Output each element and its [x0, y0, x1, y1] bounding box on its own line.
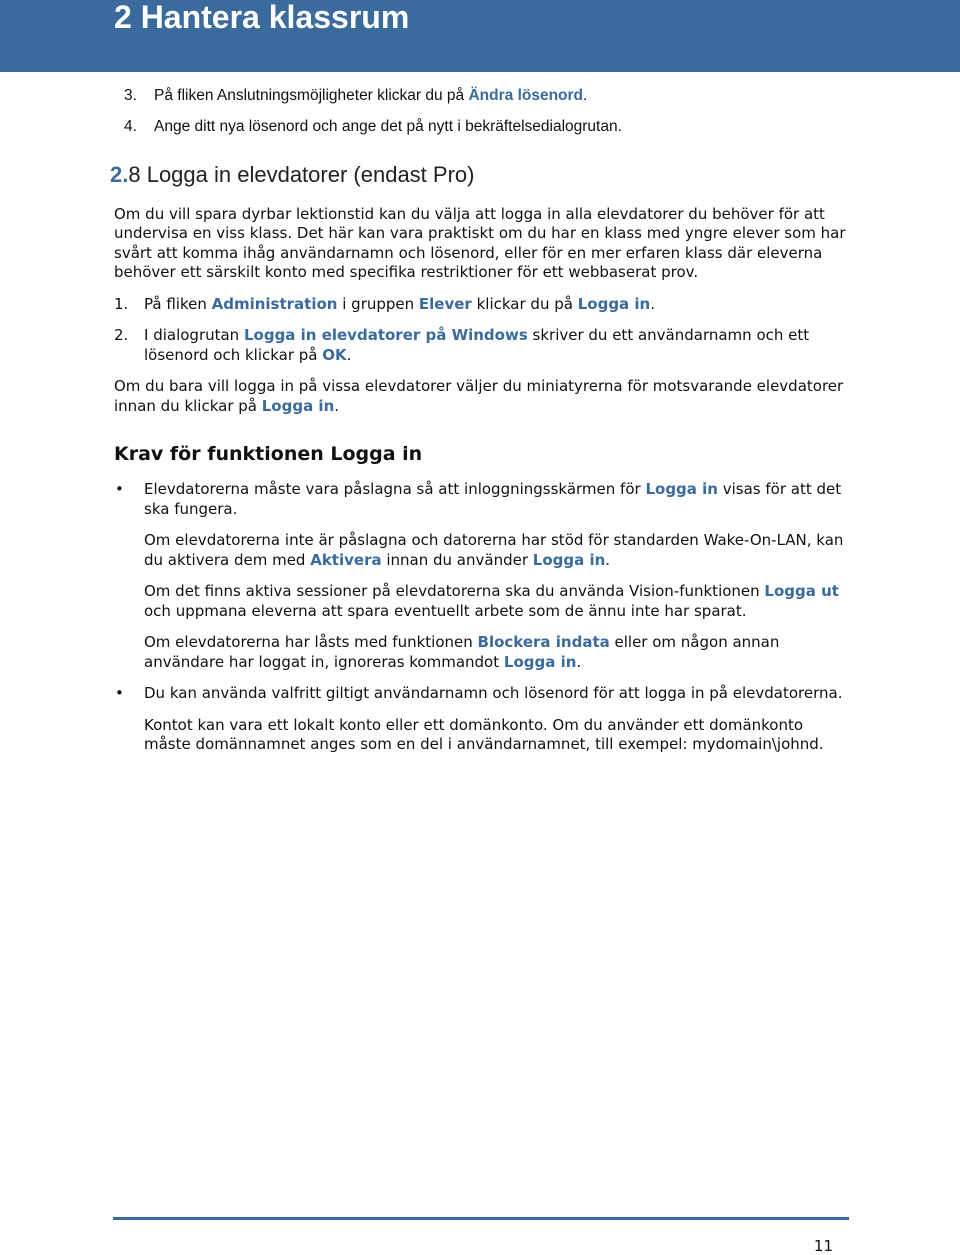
paragraph-text: visas för att det ska fungera. [144, 480, 842, 518]
ui-term: Logga in [503, 652, 577, 671]
paragraph-text: Om elevdatorerna har låsts med funktionen [144, 633, 478, 651]
list-item [124, 86, 849, 106]
paragraph-text: . [576, 652, 582, 671]
paragraph-text: eller om någon annan användare har loggat in, ignoreras kommandot [144, 633, 780, 671]
bullet-icon: • [115, 684, 124, 702]
step-text: . [346, 345, 352, 364]
ui-term: Logga in [532, 550, 606, 569]
bullet-icon: • [115, 480, 124, 498]
requirements-list [114, 480, 849, 755]
section-title: 8 Logga in elevdatorer (endast Pro) [128, 161, 475, 187]
chapter-header-bar [0, 0, 960, 72]
step-number: 4. [124, 118, 137, 135]
paragraph-text: innan du använder [381, 550, 533, 569]
list-item [124, 117, 849, 137]
paragraph-text: Elevdatorerna måste vara påslagna så att inloggningsskärmen för [144, 480, 646, 498]
section-heading [110, 161, 849, 189]
chapter-title: 2 Hantera klassrum [114, 0, 410, 35]
ui-term: Logga in [261, 396, 335, 415]
ui-term: Logga ut [764, 582, 839, 600]
step-text: . [650, 294, 656, 313]
step-text: klickar du på [471, 294, 578, 313]
ui-term: OK [322, 345, 347, 364]
note-text: Om du bara vill logga in på vissa elevdatorer väljer du miniatyrerna för motsvarande elevdatorer innan du klickar på [114, 377, 844, 415]
paragraph-text: Om elevdatorerna inte är påslagna och datorerna har stöd för standarden Wake-On-LAN, kan du aktivera dem med [144, 531, 844, 569]
note-text: . [334, 396, 340, 415]
section-number: 2. [110, 161, 129, 187]
requirement-paragraph: Du kan använda valfritt giltigt användarnamn och lösenord för att logga in på elevdatorerna. [144, 684, 843, 702]
page-content [110, 86, 849, 767]
page-number: 11 [813, 1237, 833, 1255]
selection-note [114, 377, 849, 416]
list-item [114, 326, 849, 365]
ui-term: Logga in [577, 294, 651, 313]
ui-term: Elever [418, 294, 472, 313]
step-text: På fliken Anslutningsmöjligheter klickar du på [154, 87, 469, 104]
requirements-heading: Krav för funktionen Logga in [114, 443, 423, 465]
list-item [114, 480, 849, 672]
requirement-paragraph [144, 531, 849, 570]
paragraph-text: och uppmana eleverna att spara eventuellt arbete som de ännu inte har sparat. [144, 601, 747, 620]
step-number: 2. [114, 326, 129, 344]
paragraph-text: . [605, 550, 611, 569]
ui-term: Aktivera [310, 550, 382, 569]
step-number: 3. [124, 87, 137, 104]
step-text: . [583, 87, 588, 104]
continued-steps-list [114, 86, 849, 137]
ui-term-link: Ändra lösenord [468, 87, 584, 104]
step-text: i gruppen [337, 294, 419, 313]
section-intro: Om du vill spara dyrbar lektionstid kan du välja att logga in alla elevdatorer du behöver för att undervisa en viss klass. Det här kan vara praktiskt om du har en klass med yngre elever som har svårt att komma ihåg användarnamn och lösenord, eller för en mer erfaren klass där eleverna behöver ett särskilt konto med specifika restriktioner för ett webbaserat prov. [114, 204, 846, 281]
requirement-paragraph: Kontot kan vara ett lokalt konto eller ett domänkonto. Om du använder ett domänkonto måste domännamnet anges som en del i användarnamnet, till exempel: mydomain\johnd. [144, 715, 824, 753]
step-text: skriver du ett användarnamn och ett lösenord och klickar på [144, 326, 810, 364]
requirement-paragraph [144, 480, 849, 519]
list-item [114, 295, 849, 315]
step-text: Ange ditt nya lösenord och ange det på nytt i bekräftelsedialogrutan. [154, 118, 622, 135]
ui-term: Logga in [645, 480, 718, 498]
list-item [114, 684, 849, 755]
requirement-paragraph [144, 633, 849, 672]
ui-term: Blockera indata [477, 633, 610, 651]
ui-term: Logga in elevdatorer på Windows [243, 326, 528, 344]
ui-term: Administration [211, 294, 338, 313]
step-text: På fliken [144, 294, 212, 313]
requirement-paragraph [144, 582, 849, 621]
login-steps-list [114, 295, 849, 366]
step-number: 1. [114, 294, 129, 313]
footer-divider [113, 1217, 849, 1220]
step-text: I dialogrutan [144, 326, 244, 344]
paragraph-text: Om det finns aktiva sessioner på elevdatorerna ska du använda Vision-funktionen [144, 582, 765, 600]
